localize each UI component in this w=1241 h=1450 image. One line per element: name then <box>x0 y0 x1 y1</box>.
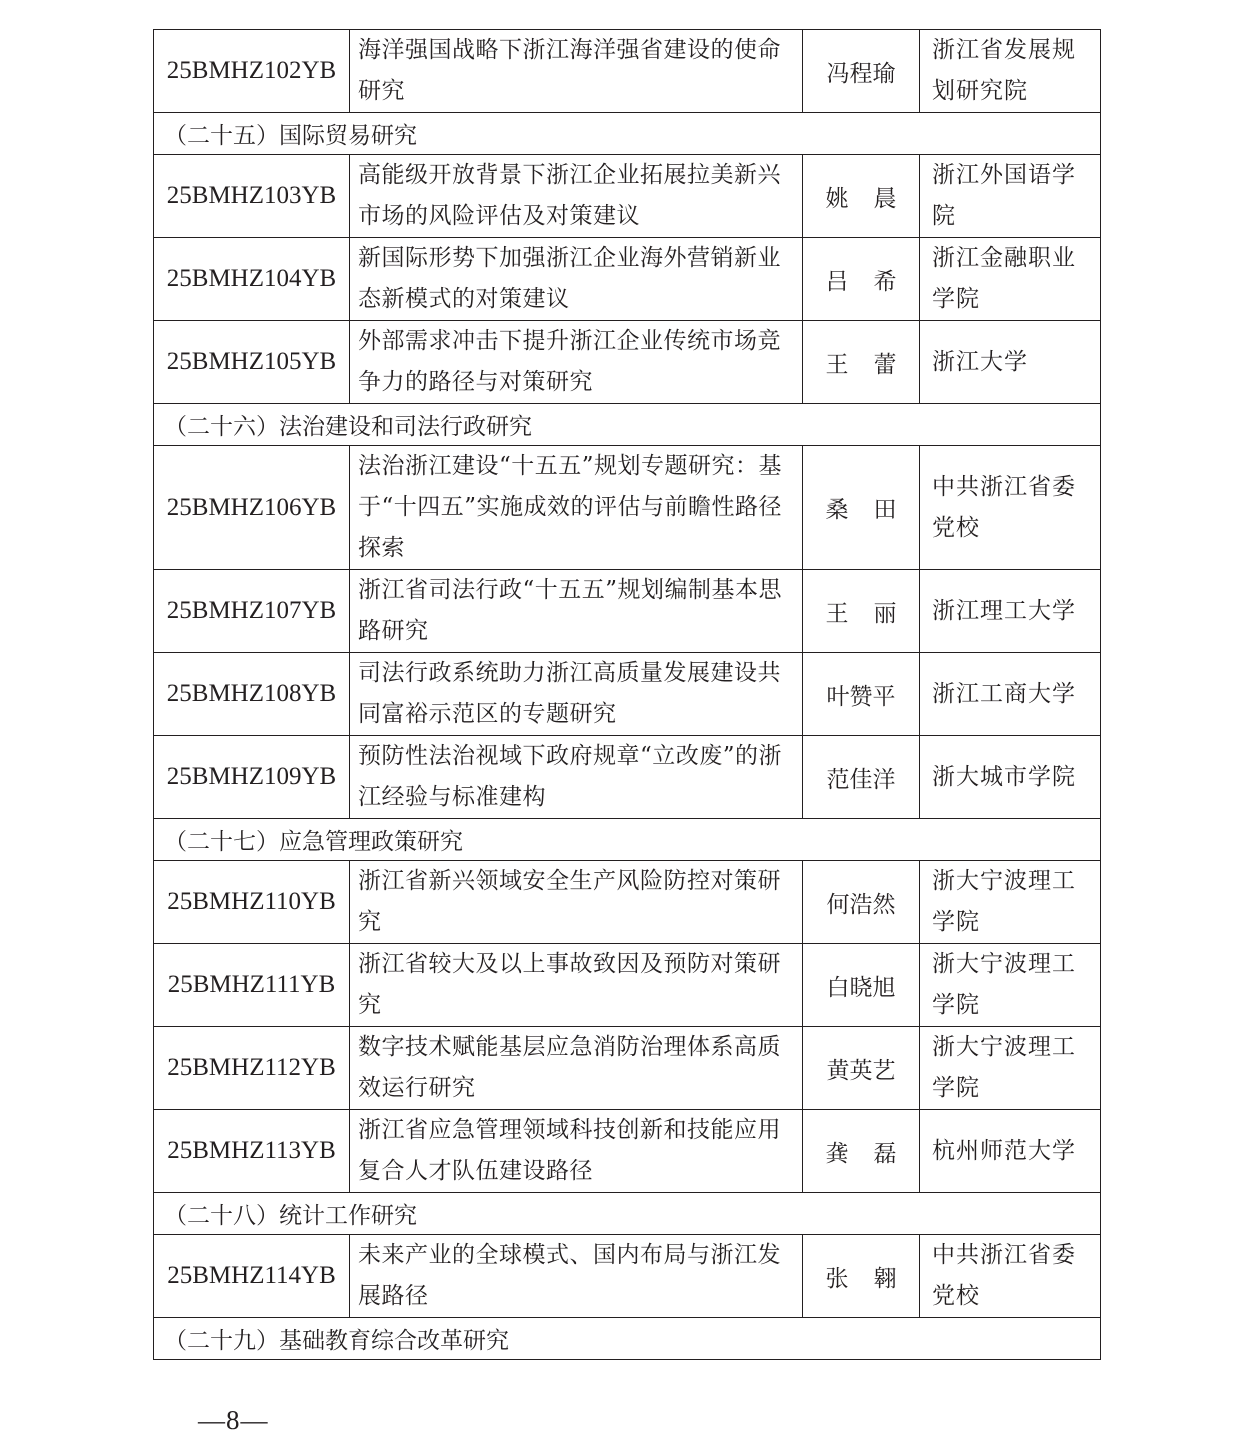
project-leader-name: 姚晨 <box>825 185 922 212</box>
project-leader-name: 张翱 <box>825 1265 922 1292</box>
project-organization: 浙大宁波理工学院 <box>920 861 1101 944</box>
table-row <box>154 446 1101 570</box>
project-title: 浙江省较大及以上事故致因及预防对策研究 <box>350 944 803 1027</box>
project-leader: 白晓旭 <box>803 944 920 1027</box>
project-organization: 浙江理工大学 <box>920 570 1101 653</box>
project-code: 25BMHZ109YB <box>154 736 350 819</box>
project-leader <box>803 321 920 404</box>
project-organization: 浙江省发展规划研究院 <box>920 30 1101 113</box>
project-leader-name: 王蕾 <box>825 351 922 378</box>
project-title: 浙江省新兴领域安全生产风险防控对策研究 <box>350 861 803 944</box>
table-row <box>154 861 1101 944</box>
project-code: 25BMHZ107YB <box>154 570 350 653</box>
table-row <box>154 944 1101 1027</box>
project-organization: 浙江大学 <box>920 321 1101 404</box>
section-row <box>154 1318 1101 1360</box>
project-leader <box>803 238 920 321</box>
table-row <box>154 653 1101 736</box>
project-title: 海洋强国战略下浙江海洋强省建设的使命研究 <box>350 30 803 113</box>
project-leader: 范佳洋 <box>803 736 920 819</box>
section-heading: （二十五）国际贸易研究 <box>154 113 1101 155</box>
project-leader <box>803 1110 920 1193</box>
section-heading: （二十六）法治建设和司法行政研究 <box>154 404 1101 446</box>
project-organization: 浙大宁波理工学院 <box>920 1027 1101 1110</box>
project-code: 25BMHZ112YB <box>154 1027 350 1110</box>
project-title: 高能级开放背景下浙江企业拓展拉美新兴市场的风险评估及对策建议 <box>350 155 803 238</box>
project-leader-name: 桑田 <box>825 497 922 523</box>
project-code: 25BMHZ103YB <box>154 155 350 238</box>
project-leader <box>803 446 920 570</box>
project-leader <box>803 155 920 238</box>
section-heading: （二十九）基础教育综合改革研究 <box>154 1318 1101 1360</box>
table-row <box>154 155 1101 238</box>
project-organization: 浙大宁波理工学院 <box>920 944 1101 1027</box>
project-organization: 浙江工商大学 <box>920 653 1101 736</box>
section-heading: （二十七）应急管理政策研究 <box>154 819 1101 861</box>
project-code: 25BMHZ108YB <box>154 653 350 736</box>
project-leader: 何浩然 <box>803 861 920 944</box>
table-row <box>154 30 1101 113</box>
project-organization: 浙江金融职业学院 <box>920 238 1101 321</box>
section-row <box>154 819 1101 861</box>
table-row <box>154 736 1101 819</box>
project-leader-name: 龚磊 <box>825 1140 922 1167</box>
table-row <box>154 1027 1101 1110</box>
section-row <box>154 404 1101 446</box>
project-title: 未来产业的全球模式、国内布局与浙江发展路径 <box>350 1235 803 1318</box>
project-leader: 黄英艺 <box>803 1027 920 1110</box>
table-row <box>154 1110 1101 1193</box>
project-title: 司法行政系统助力浙江高质量发展建设共同富裕示范区的专题研究 <box>350 653 803 736</box>
project-code: 25BMHZ113YB <box>154 1110 350 1193</box>
project-title: 浙江省司法行政“十五五”规划编制基本思路研究 <box>350 570 803 653</box>
project-code: 25BMHZ106YB <box>154 446 350 570</box>
table-row <box>154 570 1101 653</box>
project-organization: 杭州师范大学 <box>920 1110 1101 1193</box>
table-row <box>154 1235 1101 1318</box>
project-code: 25BMHZ111YB <box>154 944 350 1027</box>
project-organization: 浙江外国语学院 <box>920 155 1101 238</box>
project-title: 法治浙江建设“十五五”规划专题研究：基于“十四五”实施成效的评估与前瞻性路径探索 <box>350 446 803 570</box>
project-leader-name: 王丽 <box>825 600 922 627</box>
table-row <box>154 321 1101 404</box>
project-leader <box>803 1235 920 1318</box>
table-row <box>154 238 1101 321</box>
project-title: 浙江省应急管理领域科技创新和技能应用复合人才队伍建设路径 <box>350 1110 803 1193</box>
project-leader: 冯程瑜 <box>803 30 920 113</box>
project-code: 25BMHZ102YB <box>154 30 350 113</box>
project-title: 外部需求冲击下提升浙江企业传统市场竞争力的路径与对策研究 <box>350 321 803 404</box>
project-code: 25BMHZ110YB <box>154 861 350 944</box>
project-title: 新国际形势下加强浙江企业海外营销新业态新模式的对策建议 <box>350 238 803 321</box>
project-leader-name: 吕希 <box>825 268 922 295</box>
project-organization: 中共浙江省委党校 <box>920 446 1101 570</box>
page-number: —8— <box>198 1405 269 1435</box>
project-code: 25BMHZ105YB <box>154 321 350 404</box>
project-code: 25BMHZ104YB <box>154 238 350 321</box>
project-organization: 中共浙江省委党校 <box>920 1235 1101 1318</box>
project-title: 数字技术赋能基层应急消防治理体系高质效运行研究 <box>350 1027 803 1110</box>
project-organization: 浙大城市学院 <box>920 736 1101 819</box>
section-heading: （二十八）统计工作研究 <box>154 1193 1101 1235</box>
section-row <box>154 113 1101 155</box>
project-table <box>153 29 1101 1360</box>
project-title: 预防性法治视域下政府规章“立改废”的浙江经验与标准建构 <box>350 736 803 819</box>
project-leader: 叶赞平 <box>803 653 920 736</box>
project-code: 25BMHZ114YB <box>154 1235 350 1318</box>
section-row <box>154 1193 1101 1235</box>
project-leader <box>803 570 920 653</box>
